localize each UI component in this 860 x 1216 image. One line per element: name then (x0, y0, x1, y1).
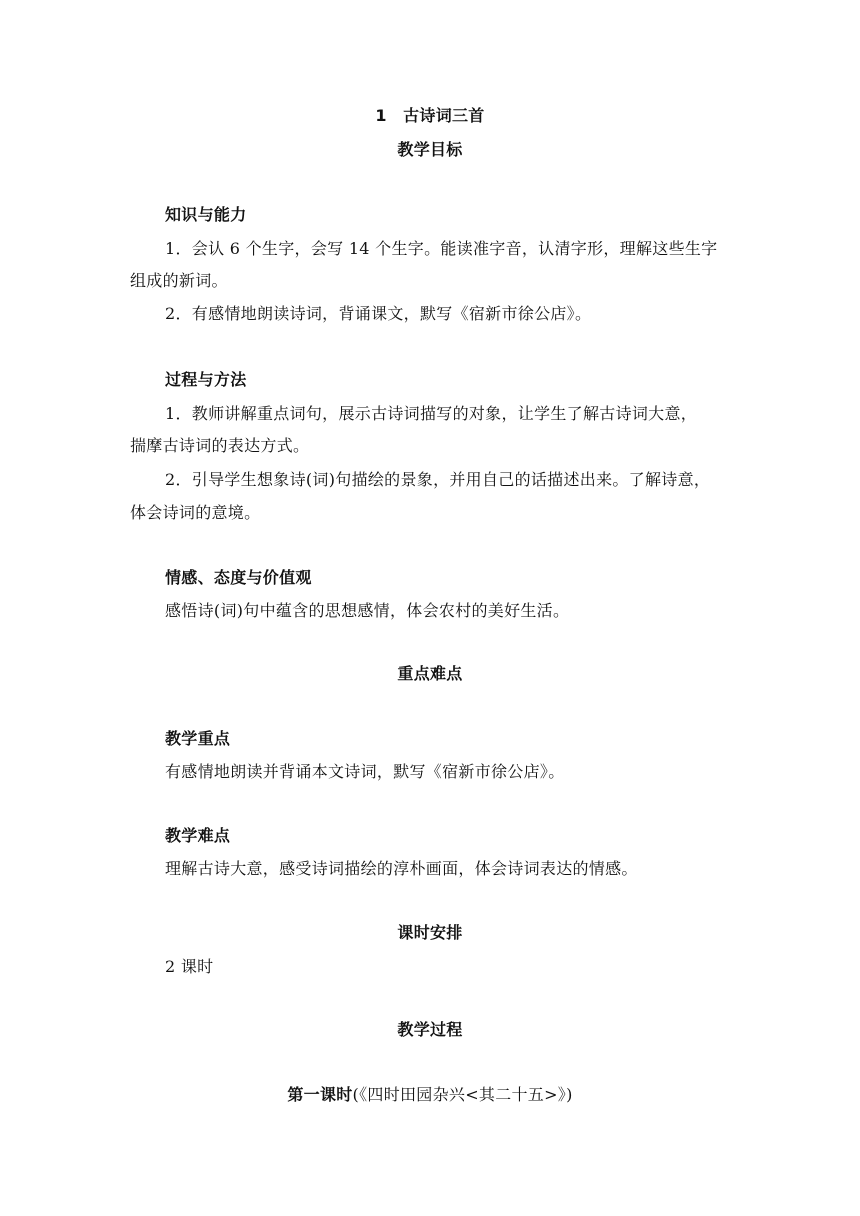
process-item-2-line-1: 2．引导学生想象诗(词)句描绘的景象，并用自己的话描述出来。了解诗意， (165, 470, 711, 489)
subheading-knowledge: 知识与能力 (165, 205, 247, 224)
difficult-points-text: 理解古诗大意，感受诗词描绘的淳朴画面，体会诗词表达的情感。 (165, 859, 638, 878)
subheading-difficult-points: 教学难点 (165, 826, 231, 845)
emotion-text: 感悟诗(词)句中蕴含的思想感情，体会农村的美好生活。 (165, 601, 570, 620)
section-heading-goals: 教学目标 (397, 140, 463, 159)
subheading-emotion: 情感、态度与价值观 (165, 568, 312, 587)
key-points-text: 有感情地朗读并背诵本文诗词，默写《宿新市徐公店》。 (165, 762, 565, 781)
knowledge-item-2: 2．有感情地朗读诗词，背诵课文，默写《宿新市徐公店》。 (165, 304, 592, 323)
lesson-heading (0, 1085, 860, 1105)
section-heading-process: 教学过程 (397, 1020, 463, 1039)
knowledge-item-1-line-2: 组成的新词。 (130, 271, 228, 290)
lesson-title: (《四时田园杂兴<其二十五>》) (352, 1085, 573, 1104)
subheading-process: 过程与方法 (165, 370, 247, 389)
process-item-1-line-1: 1．教师讲解重点词句，展示古诗词描写的对象，让学生了解古诗词大意， (165, 404, 698, 423)
lesson-label: 第一课时 (287, 1085, 353, 1104)
section-heading-schedule: 课时安排 (397, 923, 463, 942)
subheading-key-points: 教学重点 (165, 729, 231, 748)
process-item-1-line-2: 揣摩古诗词的表达方式。 (130, 436, 310, 455)
schedule-text: 2 课时 (165, 957, 214, 976)
process-item-2-line-2: 体会诗词的意境。 (130, 503, 261, 522)
section-heading-key-points: 重点难点 (397, 664, 463, 683)
page-title: 1 古诗词三首 (375, 106, 485, 125)
knowledge-item-1-line-1: 1．会认 6 个生字，会写 14 个生字。能读准字音，认清字形，理解这些生字 (165, 239, 718, 258)
